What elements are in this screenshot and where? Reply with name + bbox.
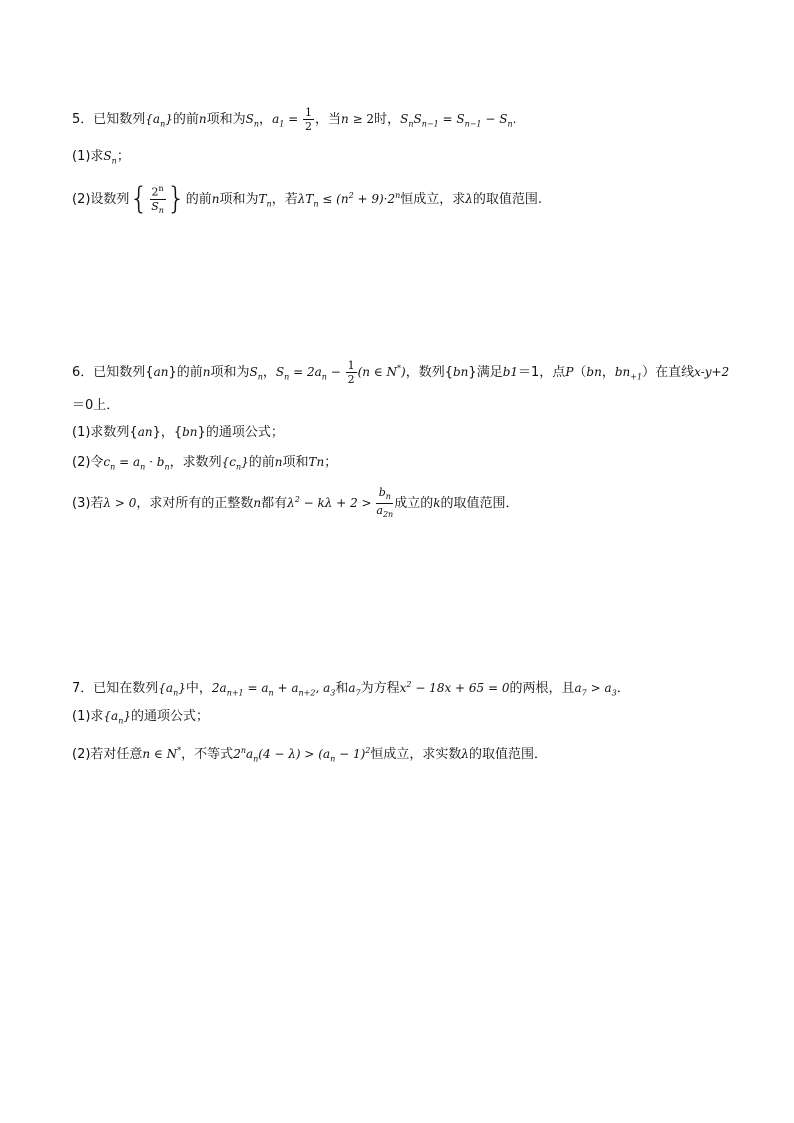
fraction: $\frac{2^n}{S_n}$ bbox=[151, 184, 164, 215]
problem-7-stem: 7．已知在数列$\{a_n\}$中，$2a_{n+1} = a_n + a_{n+2}$, $a_3$和$a_7$为方程$x^2 - 18x + 65 = 0$的两根，且$a_7 > a_3$． bbox=[72, 680, 630, 698]
fraction: $\frac{1}{2}$ bbox=[347, 359, 355, 386]
problem-6-part-3: (3)若λ > 0，求对所有的正整数n都有$\lambda^2 - k\lambda + 2$ > $\frac{b_n}{a_{2n}}$ 成立的k的取值范围． bbox=[72, 485, 519, 520]
problem-7-part-2: (2)若对任意n ∈ N*，不等式$2^na_n(4 - \lambda) > (a_n - 1)^2$恒成立，求实数λ的取值范围． bbox=[72, 746, 547, 764]
problem-6-stem-cont: ＝0上． bbox=[72, 398, 120, 413]
problem-number: 7． bbox=[72, 681, 94, 696]
math-expression: $2a_{n+1} = a_n + a_{n+2}$, $a_3$ bbox=[211, 681, 336, 698]
math-expression: $x^2 - 18x + 65 = 0$ bbox=[399, 680, 510, 695]
math-expression: $c_n = a_n \cdot b_n$ bbox=[103, 455, 170, 472]
math-expression: $S_n = 2a_n$ − bbox=[275, 365, 345, 382]
math-expression: $\lambda^2 - k\lambda + 2$ > bbox=[287, 495, 376, 510]
fraction: $\frac{1}{2}$ bbox=[305, 106, 312, 133]
math-expression: $\lambda T_n \le (n^2 + 9)\cdot 2^n$ bbox=[297, 191, 401, 209]
problem-7-part-1: (1)求$\{a_n\}$的通项公式； bbox=[72, 709, 210, 726]
problem-number: 5． bbox=[72, 112, 94, 127]
problem-6-part-1: (1)求数列{an}，{bn}的通项公式； bbox=[72, 425, 284, 440]
problem-5-stem: 5．已知数列$\{a_n\}$的前n项和为$S_n$，$a_1$ = $\frac{1}{2}$ ，当n ≥ 2时，$S_nS_{n-1} = S_{n-1} - S_n$. bbox=[72, 106, 517, 133]
math-expression: $2^na_n(4 - \lambda) > (a_n - 1)^2$ bbox=[233, 746, 371, 764]
problem-number: 6． bbox=[72, 365, 94, 380]
fraction: $\frac{b_n}{a_{2n}}$ bbox=[376, 485, 394, 520]
problem-6-part-2: (2)令$c_n = a_n \cdot b_n$，求数列$\{c_n\}$的前n项和Tn； bbox=[72, 455, 338, 472]
math-expression: $\{a_n\}$ bbox=[145, 112, 173, 129]
problem-5-part-2: (2)设数列{ $\frac{2^n}{S_n}$ }的前n项和为$T_n$，若$\lambda T_n \le (n^2 + 9)\cdot 2^n$恒成立，求λ的取值范围. bbox=[72, 181, 543, 217]
math-expression: $S_nS_{n-1} = S_{n-1} - S_n$ bbox=[400, 112, 513, 129]
problem-5-part-1: (1)求$S_n$； bbox=[72, 149, 130, 166]
problem-6-stem: 6．已知数列{an}的前n项和为$S_n$，$S_n = 2a_n$ − $\frac{1}{2}$ (n ∈ N*)，数列{bn}满足b1＝1，点P（bn，$bn_{+1}$）在直线x-y+2 bbox=[72, 359, 730, 386]
